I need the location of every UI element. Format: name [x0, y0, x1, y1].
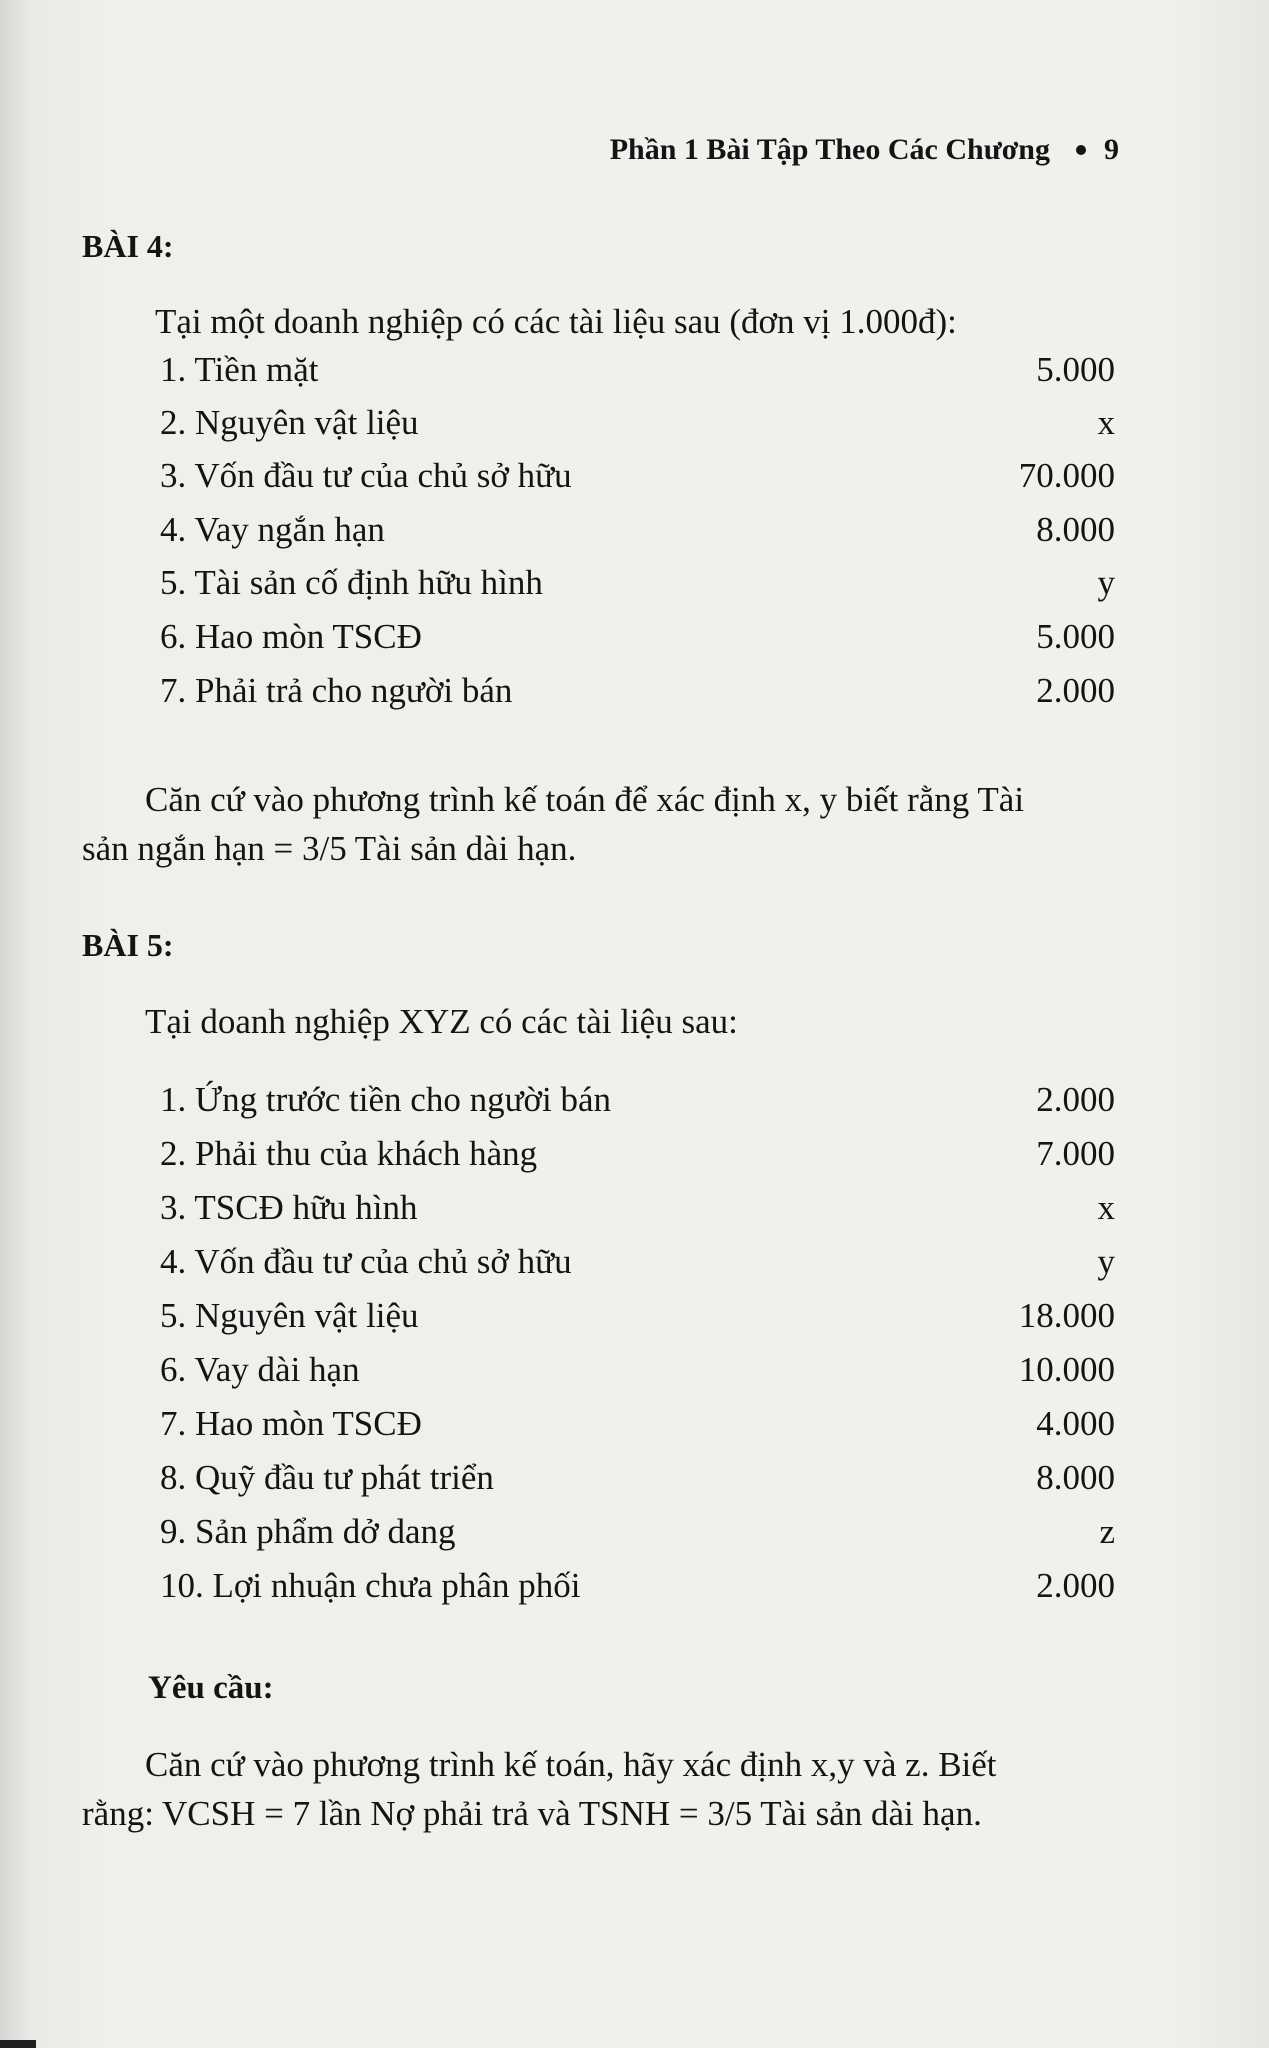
- bai5-item: [160, 1404, 1115, 1454]
- page-corner-shadow: [0, 2040, 36, 2048]
- bai4-item: [160, 563, 1115, 613]
- item-label: 2. Phải thu của khách hàng: [160, 1134, 538, 1173]
- bai4-question-line2: sản ngắn hạn = 3/5 Tài sản dài hạn.: [82, 829, 577, 868]
- bai5-item: [160, 1080, 1115, 1130]
- bai5-title: BÀI 5:: [82, 927, 174, 963]
- bai4-item: [160, 456, 1115, 506]
- bai5-item: [160, 1512, 1115, 1562]
- item-value: y: [1097, 1242, 1115, 1281]
- item-value: 2.000: [1036, 1566, 1115, 1605]
- page-number: 9: [1104, 133, 1119, 166]
- bai5-item: [160, 1296, 1115, 1346]
- bai5-question-line1: Căn cứ vào phương trình kế toán, hãy xác định x,y và z. Biết: [145, 1745, 997, 1784]
- item-value: 2.000: [1036, 1080, 1115, 1119]
- item-label: 3. TSCĐ hữu hình: [160, 1188, 418, 1227]
- item-label: 7. Phải trả cho người bán: [160, 671, 513, 710]
- header-title: Phần 1 Bài Tập Theo Các Chương: [609, 133, 1050, 166]
- item-label: 3. Vốn đầu tư của chủ sở hữu: [160, 456, 572, 495]
- item-label: 5. Nguyên vật liệu: [160, 1296, 419, 1335]
- item-value: 5.000: [1036, 350, 1115, 389]
- item-value: 2.000: [1036, 671, 1115, 710]
- item-value: 4.000: [1036, 1404, 1115, 1443]
- bai4-question-line1: Căn cứ vào phương trình kế toán để xác định x, y biết rằng Tài: [145, 780, 1025, 819]
- running-header: [610, 133, 1119, 167]
- item-value: x: [1097, 403, 1115, 442]
- bai5-item: [160, 1242, 1115, 1292]
- bai4-item: [160, 350, 1115, 400]
- item-label: 5. Tài sản cố định hữu hình: [160, 563, 543, 602]
- item-label: 10. Lợi nhuận chưa phân phối: [160, 1566, 581, 1605]
- item-value: 10.000: [1018, 1350, 1115, 1389]
- bai5-intro: Tại doanh nghiệp XYZ có các tài liệu sau:: [145, 1002, 738, 1041]
- bai4-title: BÀI 4:: [82, 228, 174, 264]
- item-value: 5.000: [1036, 617, 1115, 656]
- bai4-item: [160, 510, 1115, 560]
- bai4-item: [160, 403, 1115, 453]
- item-label: 7. Hao mòn TSCĐ: [160, 1404, 422, 1443]
- item-label: 8. Quỹ đầu tư phát triển: [160, 1458, 494, 1497]
- item-value: z: [1099, 1512, 1115, 1551]
- item-value: 8.000: [1036, 510, 1115, 549]
- item-label: 1. Ứng trước tiền cho người bán: [160, 1080, 612, 1119]
- item-label: 1. Tiền mặt: [160, 350, 319, 389]
- page-gutter-shadow: [0, 0, 30, 2048]
- bai5-item: [160, 1458, 1115, 1508]
- item-label: 6. Vay dài hạn: [160, 1350, 360, 1389]
- item-label: 4. Vay ngắn hạn: [160, 510, 385, 549]
- item-label: 6. Hao mòn TSCĐ: [160, 617, 422, 656]
- bai4-intro: Tại một doanh nghiệp có các tài liệu sau (đơn vị 1.000đ):: [155, 302, 957, 341]
- item-label: 9. Sản phẩm dở dang: [160, 1512, 456, 1551]
- bai5-item: [160, 1566, 1115, 1616]
- bai5-item: [160, 1188, 1115, 1238]
- item-label: 4. Vốn đầu tư của chủ sở hữu: [160, 1242, 572, 1281]
- item-value: x: [1097, 1188, 1115, 1227]
- item-value: 18.000: [1018, 1296, 1115, 1335]
- item-value: 8.000: [1036, 1458, 1115, 1497]
- item-value: 70.000: [1018, 456, 1115, 495]
- bai5-item: [160, 1350, 1115, 1400]
- bai5-question-line2: rằng: VCSH = 7 lần Nợ phải trả và TSNH = 3/5 Tài sản dài hạn.: [82, 1794, 982, 1833]
- item-value: y: [1097, 563, 1115, 602]
- item-value: 7.000: [1036, 1134, 1115, 1173]
- item-label: 2. Nguyên vật liệu: [160, 403, 419, 442]
- bai4-item: [160, 671, 1115, 721]
- bai4-item: [160, 617, 1115, 667]
- bai5-item: [160, 1134, 1115, 1184]
- header-bullet: [1076, 145, 1086, 155]
- bai5-requirement-label: Yêu cầu:: [148, 1670, 274, 1706]
